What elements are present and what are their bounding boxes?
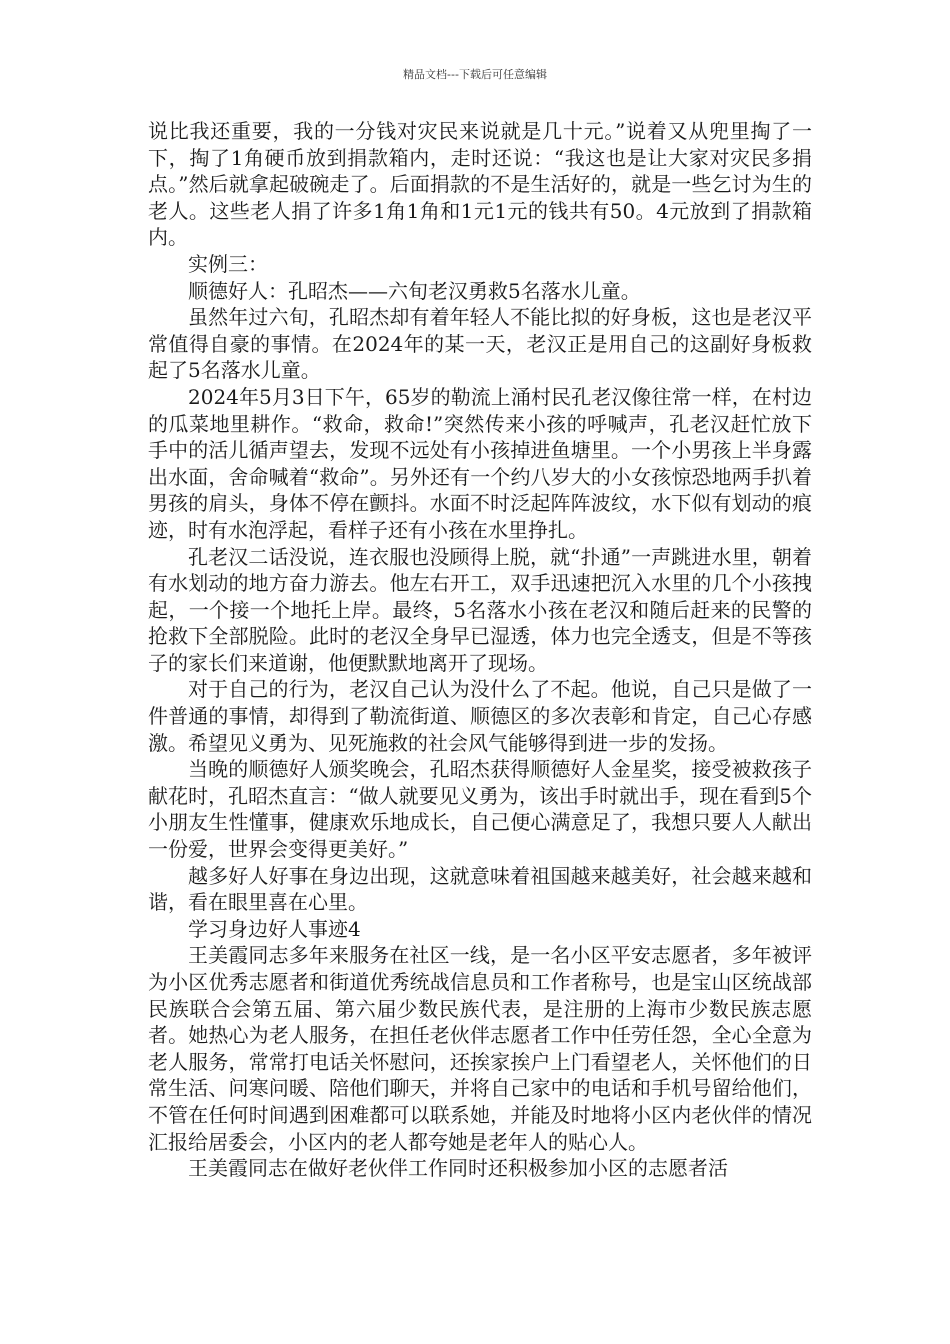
paragraph-12: 王美霞同志在做好老伙伴工作同时还积极参加小区的志愿者活 (188, 1156, 728, 1181)
paragraph-4: 虽然年过六旬，孔昭杰却有着年轻人不能比拟的好身板，这也是老汉平常值得自豪的事情。在2024年的某一天，老汉正是用自己的这副好身板救起了5名落水儿童。 (148, 305, 812, 383)
paragraph-1: 说比我还重要，我的一分钱对灾民来说就是几十元。”说着又从兜里掏了一下，掏了1角硬币放到捐款箱内，走时还说：“我这也是让大家对灾民多捐点。”然后就拿起破碗走了。后面捐款的不是生活好的，就是一些乞讨为生的老人。这些老人捐了许多1角1角和1元1元的钱共有50。4元放到了捐款箱内。 (148, 119, 812, 250)
paragraph-11: 王美霞同志多年来服务在社区一线，是一名小区平安志愿者，多年被评为小区优秀志愿者和街道优秀统战信息员和工作者称号，也是宝山区统战部民族联合会第五届、第六届少数民族代表，是注册的上海市少数民族志愿者。她热心为老人服务，在担任老伙伴志愿者工作中任劳任怨，全心全意为老人服务，常常打电话关怀慰问，还挨家挨户上门看望老人，关怀他们的日常生活、问寒问暖、陪他们聊天，并将自己家中的电话和手机号留给他们，不管在任何时间遇到困难都可以联系她，并能及时地将小区内老伙伴的情况汇报给居委会，小区内的老人都夸她是老年人的贴心人。 (148, 943, 812, 1154)
paragraph-5: 2024年5月3日下午，65岁的勒流上涌村民孔老汉像往常一样，在村边的瓜菜地里耕作。“救命，救命!”突然传来小孩的呼喊声，孔老汉赶忙放下手中的活儿循声望去，发现不远处有小孩掉进鱼塘里。一个小男孩上半身露出水面，舍命喊着“救命”。另外还有一个约八岁大的小女孩惊恐地两手扒着男孩的肩头，身体不停在颤抖。水面不时泛起阵阵波纹，水下似有划动的痕迹，时有水泡浮起，看样子还有小孩在水里挣扎。 (148, 384, 812, 542)
paragraph-2: 实例三： (188, 251, 268, 276)
paragraph-3: 顺德好人：孔昭杰——六旬老汉勇救5名落水儿童。 (188, 278, 641, 303)
section-heading: 学习身边好人事迹4 (188, 916, 361, 941)
paragraph-7: 对于自己的行为，老汉自己认为没什么了不起。他说，自己只是做了一件普通的事情，却得到了勒流街道、顺德区的多次表彰和肯定，自己心存感激。希望见义勇为、见死施救的社会风气能够得到进一步的发扬。 (148, 677, 812, 755)
paragraph-6: 孔老汉二话没说，连衣服也没顾得上脱，就“扑通”一声跳进水里，朝着有水划动的地方奋力游去。他左右开工，双手迅速把沉入水里的几个小孩拽起，一个接一个地托上岸。最终，5名落水小孩在老汉和随后赶来的民警的抢救下全部脱险。此时的老汉全身早已湿透，体力也完全透支，但是不等孩子的家长们来道谢，他便默默地离开了现场。 (148, 544, 812, 675)
page-header: 精品文档---下载后可任意编辑 (403, 68, 547, 81)
paragraph-9: 越多好人好事在身边出现，这就意味着祖国越来越美好，社会越来越和谐，看在眼里喜在心里。 (148, 863, 812, 915)
paragraph-8: 当晚的顺德好人颁奖晚会，孔昭杰获得顺德好人金星奖，接受被救孩子献花时，孔昭杰直言：“做人就要见义勇为，该出手时就出手，现在看到5个小朋友生性懂事，健康欢乐地成长，自己便心满意足了，我想只要人人献出一份爱，世界会变得更美好。” (148, 757, 812, 862)
document-body (148, 118, 812, 1182)
